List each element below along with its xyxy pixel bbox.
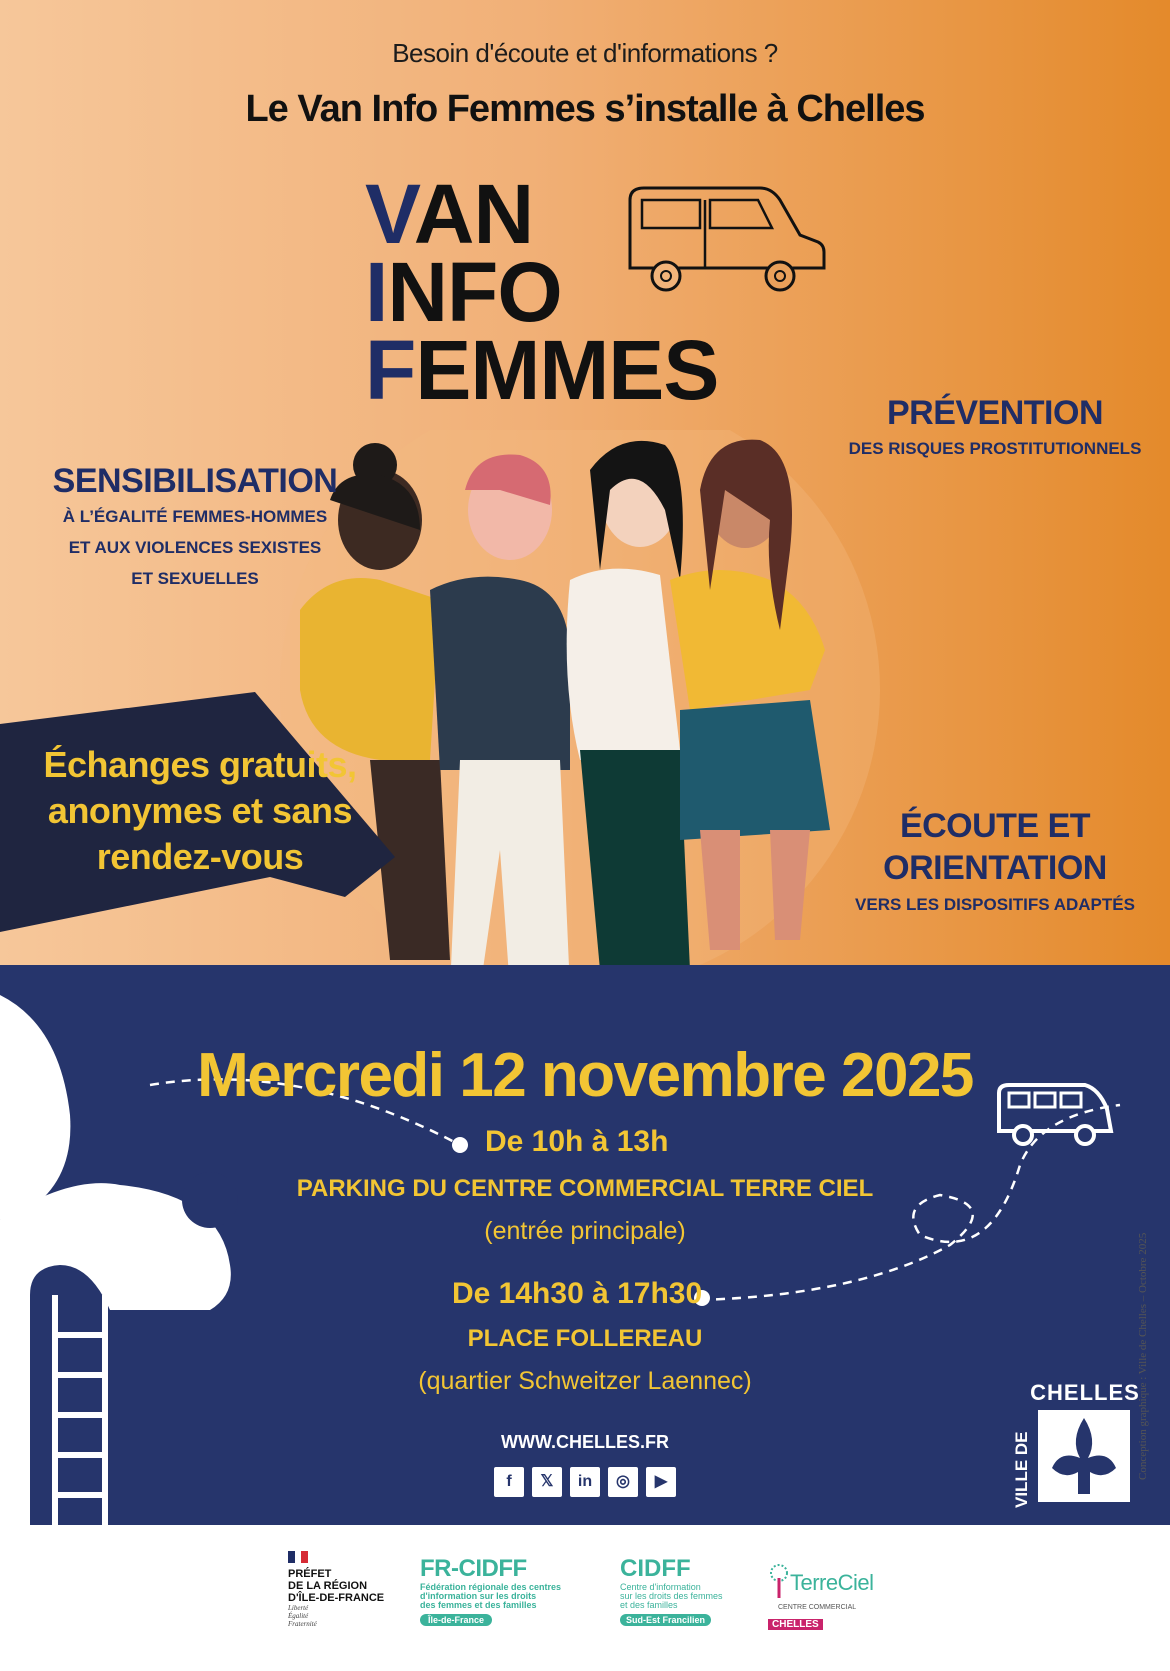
- logo-rest-3: EMMES: [415, 323, 719, 417]
- prefet-line-2: DE LA RÉGION: [288, 1580, 368, 1592]
- partners-footer: [0, 1525, 1170, 1671]
- subtitle: Besoin d'écoute et d'informations ?: [392, 38, 778, 68]
- prefet-line-1: PRÉFET: [288, 1568, 332, 1580]
- event-date: Mercredi 12 novembre 2025: [197, 1041, 973, 1110]
- bubble-line-1: Échanges gratuits,: [43, 744, 357, 785]
- logo-rest-1: AN: [413, 167, 534, 261]
- marianne-icon: [288, 1551, 308, 1563]
- headline: Le Van Info Femmes s’installe à Chelles: [245, 88, 925, 130]
- prevention-title: PRÉVENTION: [886, 394, 1104, 432]
- sensibilisation-sub-3: ET SEXUELLES: [131, 569, 259, 588]
- frcidff-desc-2: d'information sur les droits: [420, 1591, 537, 1601]
- bubble-line-2: anonymes et sans: [47, 790, 353, 831]
- cidff-logo: [620, 1555, 740, 1628]
- website-link[interactable]: WWW.CHELLES.FR: [501, 1432, 669, 1452]
- terreciel-sub: CENTRE COMMERCIAL: [778, 1604, 857, 1611]
- sensibilisation-title: SENSIBILISATION: [52, 462, 338, 500]
- linkedin-icon[interactable]: in: [570, 1467, 600, 1497]
- terreciel-logo: [768, 1570, 898, 1632]
- fleur-de-lis-icon: [1038, 1410, 1130, 1502]
- x-icon[interactable]: 𝕏: [532, 1467, 562, 1497]
- cidff-desc-3: et des familles: [620, 1600, 678, 1610]
- frcidff-region: Île-de-France: [420, 1614, 492, 1626]
- frcidff-desc-1: Fédération régionale des centres: [420, 1582, 562, 1592]
- sensibilisation-sub-1: À L’ÉGALITÉ FEMMES-HOMMES: [62, 507, 328, 526]
- ville-prefix: VILLE DE: [1012, 1431, 1031, 1508]
- bubble-line-3: rendez-vous: [96, 836, 304, 877]
- ecoute-sub: VERS LES DISPOSITIFS ADAPTÉS: [855, 895, 1135, 914]
- cidff-desc-1: Centre d'information: [620, 1582, 701, 1592]
- prefet-logo: [288, 1550, 384, 1628]
- cidff-name: CIDFF: [620, 1555, 691, 1582]
- slot1-time: De 10h à 13h: [485, 1125, 669, 1158]
- facebook-icon[interactable]: f: [494, 1467, 524, 1497]
- logo-initial-f: F: [365, 323, 416, 417]
- prevention-sub: DES RISQUES PROSTITUTIONNELS: [848, 439, 1142, 458]
- ecoute-title-1: ÉCOUTE ET: [899, 807, 1091, 845]
- logo-initial-v: V: [365, 167, 414, 261]
- van-icon: [620, 180, 830, 295]
- logo-rest-2: NFO: [387, 245, 562, 339]
- ville-name: CHELLES: [1030, 1380, 1140, 1405]
- cidff-desc-2: sur les droits des femmes: [620, 1591, 723, 1601]
- instagram-icon[interactable]: ◎: [608, 1467, 638, 1497]
- cidff-region: Sud-Est Francilien: [620, 1614, 711, 1626]
- prefet-motto-3: Fraternité: [288, 1620, 317, 1628]
- terreciel-name: TerreCiel: [790, 1570, 874, 1595]
- design-credit: Conception graphique : Ville de Chelles – Octobre 2025: [1137, 1232, 1149, 1480]
- slot2-time: De 14h30 à 17h30: [452, 1277, 703, 1310]
- frcidff-logo: [420, 1555, 580, 1628]
- tree-icon: [768, 1564, 790, 1600]
- youtube-icon[interactable]: ▶: [646, 1467, 676, 1497]
- prefet-motto-2: Égalité: [288, 1612, 309, 1620]
- slot1-place: PARKING DU CENTRE COMMERCIAL TERRE CIEL: [296, 1175, 874, 1202]
- sensibilisation-block: [20, 462, 370, 594]
- slot2-place: PLACE FOLLEREAU: [467, 1325, 703, 1352]
- sensibilisation-sub-2: ET AUX VIOLENCES SEXISTES: [68, 538, 322, 557]
- ecoute-block: [820, 805, 1170, 920]
- frcidff-desc-3: des femmes et des familles: [420, 1600, 537, 1610]
- logo-initial-i: I: [365, 245, 388, 339]
- bubble-text: [20, 742, 380, 880]
- terreciel-city: CHELLES: [768, 1619, 823, 1630]
- prefet-motto-1: Liberté: [288, 1604, 309, 1612]
- prevention-block: [820, 394, 1170, 464]
- prefet-line-3: D'ÎLE-DE-FRANCE: [288, 1592, 385, 1604]
- ecoute-title-2: ORIENTATION: [883, 849, 1107, 887]
- frcidff-name: FR-CIDFF: [420, 1555, 527, 1582]
- slot2-note: (quartier Schweitzer Laennec): [418, 1367, 752, 1395]
- slot1-note: (entrée principale): [484, 1217, 686, 1245]
